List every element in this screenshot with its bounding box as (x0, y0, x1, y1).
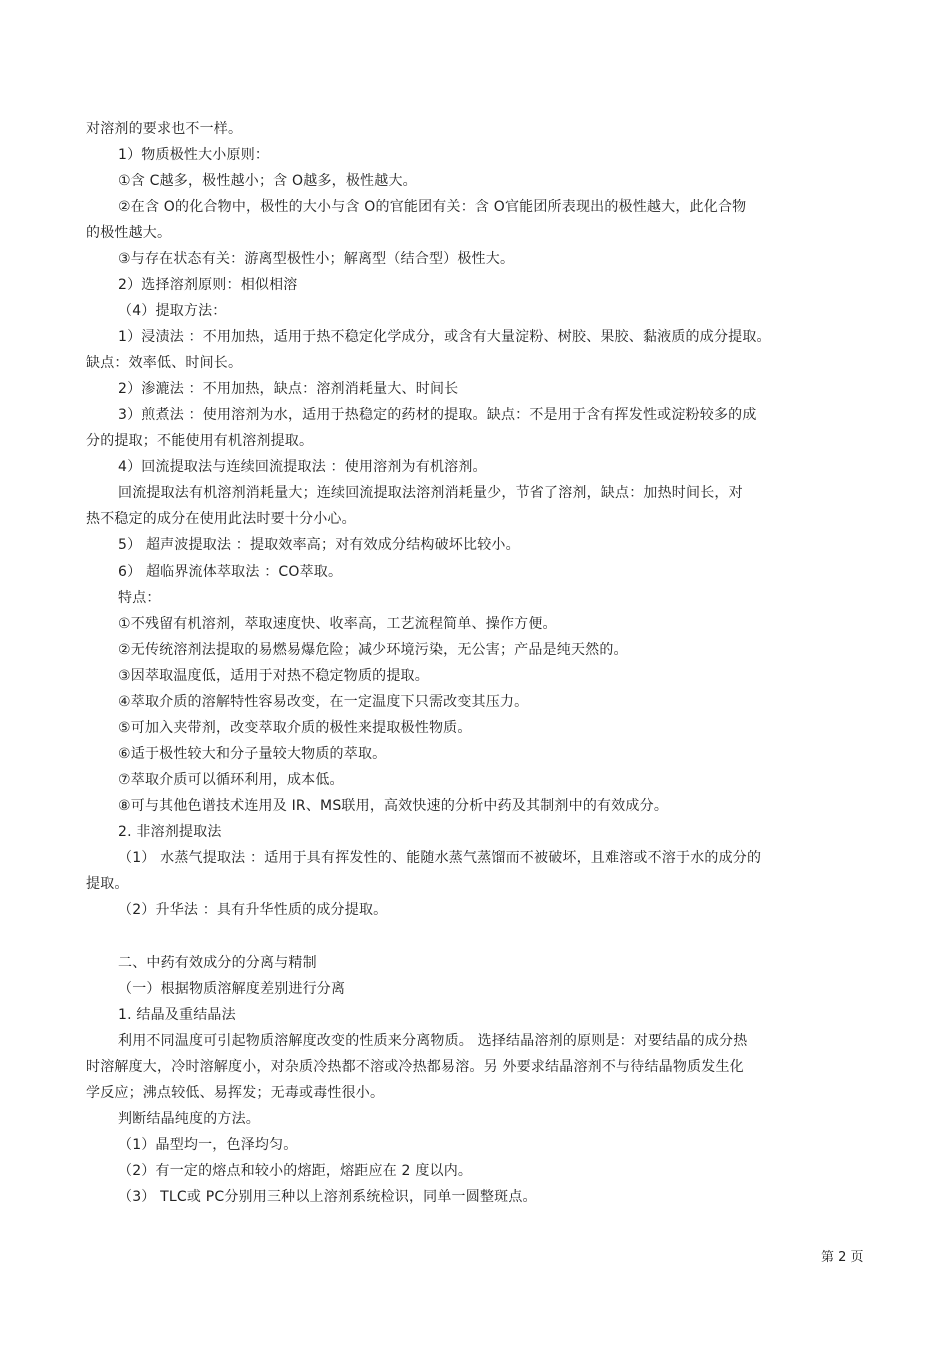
text-line: ③与存在状态有关：游离型极性小；解离型（结合型）极性大。 (118, 251, 515, 267)
text-line: 5） 超声波提取法 ：提取效率高；对有效成分结构破坏比较小。 (118, 537, 520, 553)
text-line: ①不残留有机溶剂，萃取速度快、收率高，工艺流程简单、操作方便。 (118, 616, 557, 632)
text-line: （2）有一定的熔点和较小的熔距，熔距应在 2 度以内。 (118, 1163, 473, 1179)
text-line: ①含 C越多，极性越小；含 O越多，极性越大。 (118, 173, 417, 189)
text-line: 6） 超临界流体萃取法 ：CO萃取。 (118, 564, 343, 580)
text-line: 回流提取法有机溶剂消耗量大；连续回流提取法溶剂消耗量少，节省了溶剂，缺点：加热时间长，对 (118, 485, 743, 501)
text-line: （3） TLC或 PC分别用三种以上溶剂系统检识，同单一圆整斑点。 (118, 1189, 537, 1205)
text-line: 判断结晶纯度的方法。 (118, 1111, 260, 1127)
text-line: 对溶剂的要求也不一样。 (86, 121, 243, 137)
text-line: ③因萃取温度低，适用于对热不稳定物质的提取。 (118, 668, 429, 684)
page-number: 第 2 页 (821, 1250, 864, 1265)
text-line: 2）选择溶剂原则：相似相溶 (118, 277, 298, 293)
text-line: 学反应；沸点较低、易挥发；无毒或毒性很小。 (86, 1085, 385, 1101)
text-line: 1）物质极性大小原则： (118, 147, 270, 163)
text-line: 特点： (118, 590, 161, 606)
text-line: 3）煎煮法 ：使用溶剂为水，适用于热稳定的药材的提取。缺点：不是用于含有挥发性或淀粉较多的成 (118, 407, 757, 423)
text-line: 时溶解度大，冷时溶解度小，对杂质冷热都不溶或冷热都易溶。另 外要求结晶溶剂不与待结晶物质发生化 (86, 1059, 744, 1075)
text-line: 1）浸渍法 ：不用加热，适用于热不稳定化学成分，或含有大量淀粉、树胶、果胶、黏液质的成分提取。 (118, 329, 771, 345)
text-line: 分的提取；不能使用有机溶剂提取。 (86, 433, 314, 449)
text-line: 的极性越大。 (86, 225, 172, 241)
text-line: 2. 非溶剂提取法 (118, 824, 222, 840)
section-heading: 二、中药有效成分的分离与精制 (118, 955, 317, 971)
text-line: ⑧可与其他色谱技术连用及 IR、MS联用，高效快速的分析中药及其制剂中的有效成分。 (118, 798, 669, 814)
text-line: （1） 水蒸气提取法 ：适用于具有挥发性的、能随水蒸气蒸馏而不被破坏，且难溶或不溶于水的成分的 (118, 850, 762, 866)
text-line: 4）回流提取法与连续回流提取法 ：使用溶剂为有机溶剂。 (118, 459, 487, 475)
text-line: 2）渗漉法 ：不用加热，缺点：溶剂消耗量大、时间长 (118, 381, 459, 397)
text-line: 缺点：效率低、时间长。 (86, 355, 243, 371)
text-line: （4）提取方法： (118, 303, 227, 319)
text-line: （1）晶型均一，色泽均匀。 (118, 1137, 298, 1153)
subsection-heading: （一）根据物质溶解度差别进行分离 (118, 981, 346, 997)
text-line: 利用不同温度可引起物质溶解度改变的性质来分离物质。 选择结晶溶剂的原则是：对要结晶的成分热 (118, 1033, 748, 1049)
subsection-heading: 1. 结晶及重结晶法 (118, 1007, 236, 1023)
text-line: 热不稳定的成分在使用此法时要十分小心。 (86, 511, 356, 527)
text-line: ④萃取介质的溶解特性容易改变，在一定温度下只需改变其压力。 (118, 694, 529, 710)
text-line: ⑦萃取介质可以循环利用，成本低。 (118, 772, 344, 788)
text-line: （2）升华法 ：具有升华性质的成分提取。 (118, 902, 388, 918)
text-line: ⑤可加入夹带剂，改变萃取介质的极性来提取极性物质。 (118, 720, 472, 736)
text-line: ②无传统溶剂法提取的易燃易爆危险；减少环境污染，无公害；产品是纯天然的。 (118, 642, 628, 658)
text-line: ②在含 O的化合物中，极性的大小与含 O的官能团有关：含 O官能团所表现出的极性越大，此化合物 (118, 199, 747, 215)
text-line: ⑥适于极性较大和分子量较大物质的萃取。 (118, 746, 387, 762)
text-line: 提取。 (86, 876, 129, 892)
